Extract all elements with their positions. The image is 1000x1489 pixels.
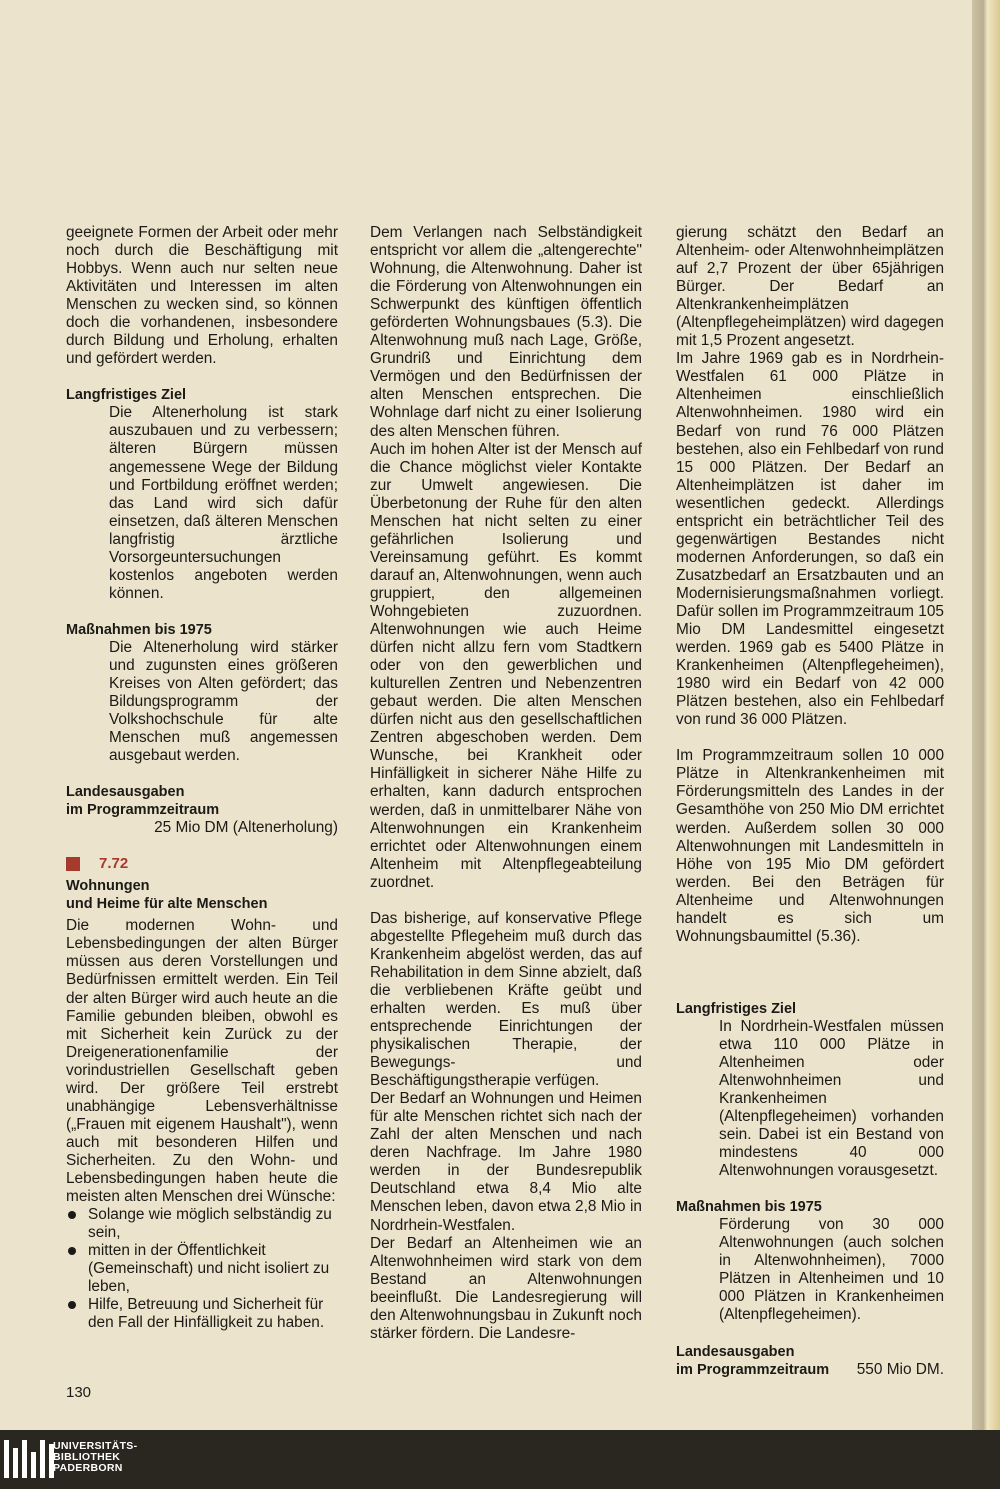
library-logo-icon xyxy=(4,1440,54,1478)
section-title-2: und Heime für alte Menschen xyxy=(66,896,268,913)
heading-programmzeitraum: im Programmzeitraum xyxy=(676,1361,830,1378)
section-number: 7.72 xyxy=(99,855,129,873)
heading-massnahmen: Maßnahmen bis 1975 xyxy=(66,621,212,638)
section-marker-icon xyxy=(66,857,80,871)
heading-landesausgaben: Landesausgaben xyxy=(676,1343,795,1360)
library-name-line: PADERBORN xyxy=(53,1462,123,1474)
heading-massnahmen: Maßnahmen bis 1975 xyxy=(676,1199,822,1216)
landesausgaben-value: 550 Mio DM. xyxy=(856,1360,944,1378)
column-middle xyxy=(370,224,642,1343)
section-title: Wohnungen xyxy=(66,878,150,895)
paragraph: geeignete Formen der Arbeit oder mehr noch durch die Beschäftigung mit Hobbys. Wenn auch nur selten neue Aktivitäten und Interessen im alten Menschen zu wecken sind, so können doch die vorhandenen, insbesondere durch Bildung und Erholung, erhalten und gefördert werden. xyxy=(66,224,338,368)
page-number: 130 xyxy=(66,1384,92,1401)
library-name-line: BIBLIOTHEK xyxy=(53,1451,121,1463)
heading-langfristiges-ziel: Langfristiges Ziel xyxy=(676,1000,797,1017)
massnahmen-text: Die Altenerholung wird stärker und zugunsten eines größeren Kreises von Alten gefördert; das Bildungsprogramm der Volkshochschule für alte Menschen muß angemessen ausgebaut werden. xyxy=(109,638,338,765)
heading-langfristiges-ziel: Langfristiges Ziel xyxy=(66,387,187,404)
library-footer xyxy=(0,1430,1000,1489)
paragraph: Im Jahre 1969 gab es in Nordrhein-Westfalen 61 000 Plätze in Altenheimen einschließlich Altenwohnheimen. 1980 wird ein Bedarf von rund 76 000 Plätzen bestehen, also ein Fehlbedarf von rund 15 000 Plätzen. Der Bedarf an Altenheimplätzen ist daher im wesentlichen gedeckt. Allerdings entspricht ein beträchtlicher Teil des gegenwärtigen Bestandes nicht modernen Anforderungen, so daß ein Zusatzbedarf an Ersatzbauten und an Modernisierungsmaßnahmen vorliegt. Dafür sollen im Programmzeitraum 105 Mio DM Landesmittel eingesetzt werden. 1969 gab es 5400 Plätze in Krankenheimen (Altenpflegeheimen), 1980 wird ein Bedarf von 42 000 Plätzen bestehen, also ein Fehlbedarf von rund 36 000 Plätzen. xyxy=(676,350,944,729)
paragraph: Das bisherige, auf konservative Pflege abgestellte Pflegeheim muß durch das Krankenheim abgelöst werden, das auf Rehabilitation in dem Sinne abzielt, daß die verbliebenen Kräfte geübt und erhalten werden. Es muß über entsprechende Einrichtungen der physikalischen Therapie, der Bewegungs- und Beschäftigungstherapie verfügen. xyxy=(370,909,642,1090)
paragraph: Auch im hohen Alter ist der Mensch auf die Chance möglichst vieler Kontakte zur Umwelt angewiesen. Die Überbetonung der Ruhe für den alten Menschen hat nicht selten zu einer gefährlichen Isolierung und Vereinsamung geführt. Es kommt darauf an, Altenwohnungen, wenn auch gruppiert, den allgemeinen Wohngebieten zuzuordnen. Altenwohnungen wie auch Heime dürfen nicht allzu fern vom Stadtkern oder von den gewerblichen und kulturellen Zentren und Nebenzentren gebaut werden. Die alten Menschen dürfen nicht aus den gesellschaftlichen Zentren abgeschoben werden. Dem Wunsche, bei Krankheit oder Hinfälligkeit in sicherer Nähe Hilfe zu erhalten, kann dadurch entsprochen werden, daß in unmittelbarer Nähe von Altenwohnungen ein Krankenheim errichtet oder Altenwohnungen einem Altenheim mit Altenpflegeabteilung zuordnet. xyxy=(370,440,642,891)
massnahmen-text: Förderung von 30 000 Altenwohnungen (auch solchen in Altenwohnheimen), 7000 Plätzen in Altenheimen und 10 000 Plätzen in Krankenheimen (Altenpflegeheimen). xyxy=(719,1216,944,1324)
library-name-line: UNIVERSITÄTS- xyxy=(53,1440,138,1452)
column-left xyxy=(66,224,338,1332)
book-gutter xyxy=(972,0,1000,1430)
paragraph: Im Programmzeitraum sollen 10 000 Plätze in Altenkrankenheimen mit Förderungsmitteln des Landes in der Gesamthöhe von 250 Mio DM errichtet werden. Außerdem sollen 30 000 Altenwohnungen mit Landesmitteln in Höhe von 195 Mio DM gefördert werden. Bei den Beträgen für Altenheime und Altenwohnungen handelt es sich um Wohnungsbaumittel (5.36). xyxy=(676,747,944,945)
wishes-list xyxy=(66,1206,338,1332)
heading-landesausgaben: Landesausgaben xyxy=(66,784,185,801)
landesausgaben-row xyxy=(676,1361,944,1379)
paragraph: gierung schätzt den Bedarf an Altenheim- oder Altenwohnheimplätzen auf 2,7 Prozent der über 65jährigen Bürger. Der Bedarf an Altenkrankenheimplätzen (Altenpflegeheimplätzen) wird dagegen mit 1,5 Prozent angesetzt. xyxy=(676,224,944,350)
paragraph: Dem Verlangen nach Selbständigkeit entspricht vor allem die „altengerechte" Wohnung, die Altenwohnung. Daher ist die Förderung von Altenwohnungen ein Schwerpunkt des künftigen öffentlich geförderten Wohnungsbaues (5.3). Die Altenwohnung muß nach Lage, Größe, Grundriß und Einrichtung dem Vermögen und den Bedürfnissen der alten Menschen entsprechen. Die Wohnlage darf nicht zu einer Isolierung des alten Menschen führen. xyxy=(370,224,642,440)
heading-programmzeitraum: im Programmzeitraum xyxy=(66,802,220,819)
list-item: Solange wie möglich selbständig zu sein, xyxy=(66,1206,338,1242)
landesausgaben-value: 25 Mio DM (Altenerholung) xyxy=(154,819,338,837)
list-item: Hilfe, Betreuung und Sicherheit für den Fall der Hinfälligkeit zu haben. xyxy=(66,1296,338,1332)
list-item: mitten in der Öffentlichkeit (Gemeinschaft) und nicht isoliert zu leben, xyxy=(66,1242,338,1296)
ziel-text: In Nordrhein-Westfalen müssen etwa 110 000 Plätze in Altenheimen oder Altenwohnheimen und Krankenheimen (Altenpflegeheimen) vorhanden sein. Dabei ist ein Bestand von mindestens 40 000 Altenwohnungen vorausgesetzt. xyxy=(719,1017,944,1180)
library-name xyxy=(53,1441,137,1474)
column-right xyxy=(676,224,944,1379)
paragraph: Der Bedarf an Wohnungen und Heimen für alte Menschen richtet sich nach der Zahl der alten Menschen und nach deren Nachfrage. Im Jahre 1980 werden in der Bundesrepublik Deutschland etwa 8,4 Mio alte Menschen leben, davon etwa 2,8 Mio in Nordrhein-Westfalen. xyxy=(370,1090,642,1234)
ziel-text: Die Altenerholung ist stark auszubauen und zu verbessern; älteren Bürgern müssen angemessene Wege der Bildung und Fortbildung eröffnet werden; das Land wird sich dafür einsetzen, daß älteren Menschen langfristig ärztliche Vorsorgeuntersuchungen kostenlos angeboten werden können. xyxy=(109,404,338,602)
paragraph: Der Bedarf an Altenheimen wie an Altenwohnheimen wird stark von dem Bestand an Altenwohnungen beeinflußt. Die Landesregierung will den Altenwohnungsbau in Zukunft noch stärker fördern. Die Landesre- xyxy=(370,1234,642,1342)
section-header xyxy=(66,855,338,873)
paragraph: Die modernen Wohn- und Lebensbedingungen der alten Bürger müssen aus deren Vorstellungen und Bedürfnissen ermittelt werden. Ein Teil der alten Bürger wird auch heute an die Familie gebunden bleiben, obwohl es mit Sicherheit kein Zurück zu der Dreigenerationenfamilie der vorindustriellen Gesellschaft geben wird. Der größere Teil erstrebt unabhängige Lebensverhältnisse („Frauen mit eigenem Haushalt"), wenn auch mit besonderen Hilfen und Sicherheiten. Zu den Wohn- und Lebensbedingungen haben heute die meisten alten Menschen drei Wünsche: xyxy=(66,917,338,1206)
